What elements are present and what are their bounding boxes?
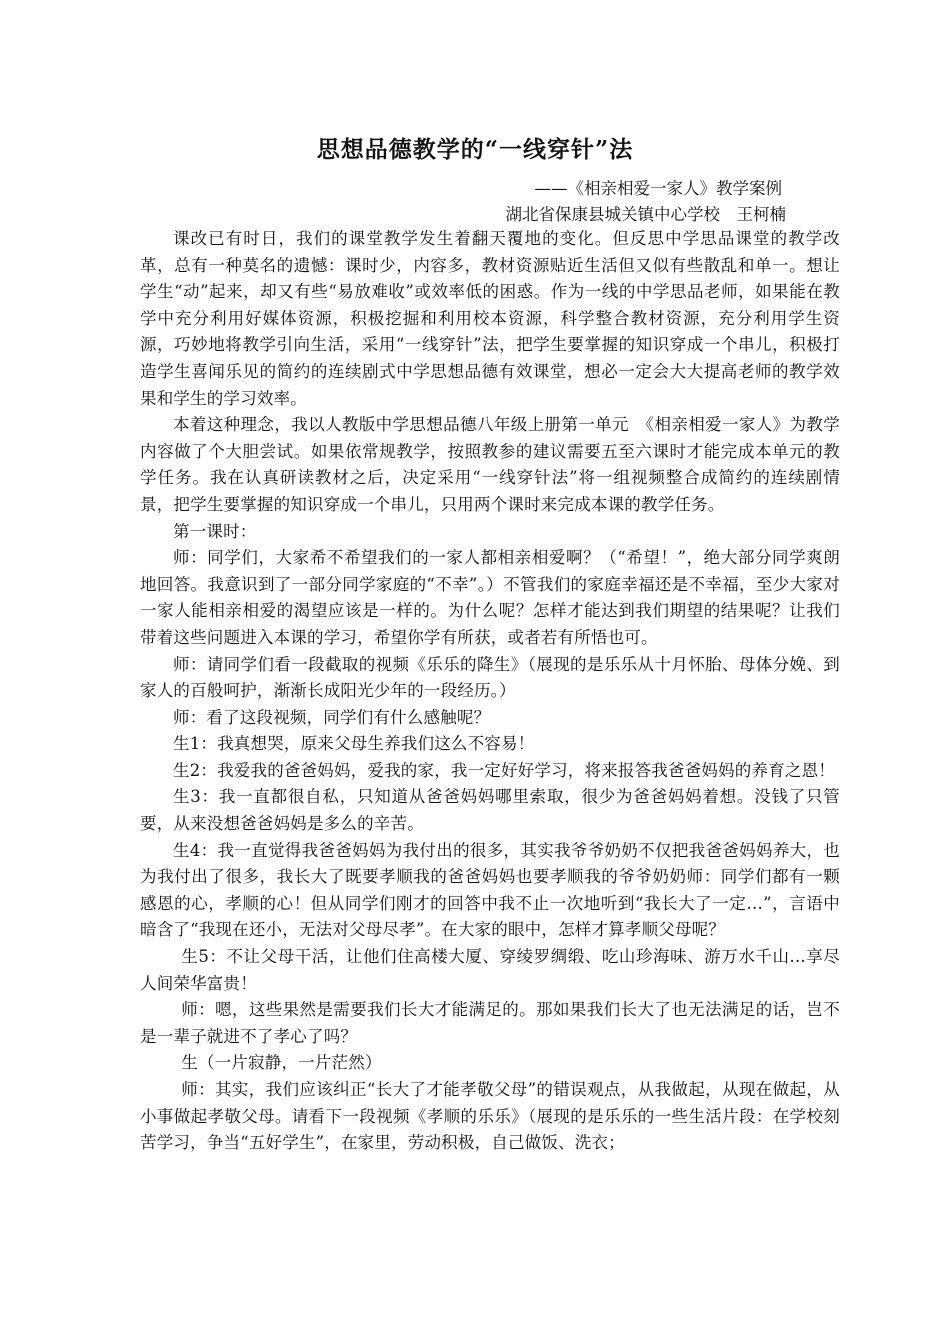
paragraph-student-2: 生2：我爱我的爸爸妈妈，爱我的家，我一定好好学习，将来报答我爸爸妈妈的养育之恩！	[173, 760, 835, 780]
paragraph-student-4: 生4：我一直觉得我爸爸妈妈为我付出的很多，其实我爷爷奶奶不仅把我爸爸妈妈养大，也为我付出了很多，我长大了既要孝顺我的爸爸妈妈也要孝顺我的爷爷奶奶师：同学们都有一颗感恩的心，孝顺的心！但从同学们刚才的回答中我不止一次地听到“我长大了一定…”，言语中暗含了“我现在还小，无法对父母尽孝”。在大家的眼中，怎样才算孝顺父母呢？	[140, 840, 840, 940]
paragraph-teacher-5: 师：其实，我们应该纠正“长大了才能孝敬父母”的错误观点，从我做起，从现在做起，从小事做起孝敬父母。请看下一段视频《孝顺的乐乐》（展现的是乐乐的一些生活片段：在学校刻苦学习，争当“五好学生”，在家里，劳动积极，自己做饭、洗衣；	[140, 1080, 840, 1153]
document-title: 思想品德教学的“一线穿针”法	[316, 136, 634, 163]
paragraph-student-3: 生3：我一直都很自私，只知道从爸爸妈妈哪里索取，很少为爸爸妈妈着想。没钱了只管要，从来没想爸爸妈妈是多么的辛苦。	[140, 787, 840, 834]
paragraph-student-5: 生5：不让父母干活，让他们住高楼大厦、穿绫罗绸缎、吃山珍海味、游万水千山...享尽人间荣华富贵！	[140, 947, 840, 993]
paragraph-teacher-3: 师：看了这段视频，同学们有什么感触呢？	[173, 707, 491, 727]
paragraph-student-1: 生1：我真想哭，原来父母生养我们这么不容易！	[173, 734, 535, 754]
paragraph-teacher-2: 师：请同学们看一段截取的视频《乐乐的降生》（展现的是乐乐从十月怀胎、母体分娩、到家人的百般呵护，渐渐长成阳光少年的一段经历。）	[140, 654, 840, 701]
paragraph-concept: 本着这种理念，我以人教版中学思想品德八年级上册第一单元 《相亲相爱一家人》为教学内容做了个大胆尝试。如果依常规教学，按照教参的建议需要五至六课时才能完成本单元的教学任务。我在认真研读教材之后，决定采用“一线穿针法”将一组视频整合成简约的连续剧情景，把学生要掌握的知识穿成一个串儿，只用两个课时来完成本课的教学任务。	[140, 415, 840, 514]
paragraph-teacher-4: 师：嗯，这些果然是需要我们长大才能满足的。那如果我们长大了也无法满足的话，岂不是一辈子就进不了孝心了吗？	[140, 1000, 840, 1046]
document-subtitle: ——《相亲相爱一家人》教学案例	[534, 179, 782, 198]
paragraph-intro: 课改已有时日，我们的课堂教学发生着翻天覆地的变化。但反思中学思品课堂的教学改革，总有一种莫名的遗憾：课时少，内容多，教材资源贴近生活但又似有些散乱和单一。想让学生“动”起来，却又有些“易放难收”或效率低的困惑。作为一线的中学思品老师，如果能在教学中充分利用好媒体资源，积极挖掘和利用校本资源，科学整合教材资源，充分利用学生资源，巧妙地将教学引向生活，采用“一线穿针”法，把学生要掌握的知识穿成一个串儿，积极打造学生喜闻乐见的简约的连续剧式中学思想品德有效课堂，想必一定会大大提高老师的教学效果和学生的学习效率。	[140, 229, 840, 408]
paragraph-teacher-1: 师：同学们，大家希不希望我们的一家人都相亲相爱啊？（“希望！”，绝大部分同学爽朗地回答。我意识到了一部分同学家庭的“不幸”。）不管我们的家庭幸福还是不幸福，至少大家对一家人能相亲相爱的渴望应该是一样的。为什么呢？怎样才能达到我们期望的结果呢？让我们带着这些问题进入本课的学习，希望你学有所获，或者若有所悟也可。	[140, 548, 840, 647]
author-line: 湖北省保康县城关镇中心学校 王柯楠	[505, 205, 786, 224]
paragraph-lesson-heading: 第一课时：	[173, 521, 257, 541]
paragraph-students-silence: 生（一片寂静，一片茫然）	[181, 1053, 382, 1073]
document-body	[140, 226, 840, 1157]
